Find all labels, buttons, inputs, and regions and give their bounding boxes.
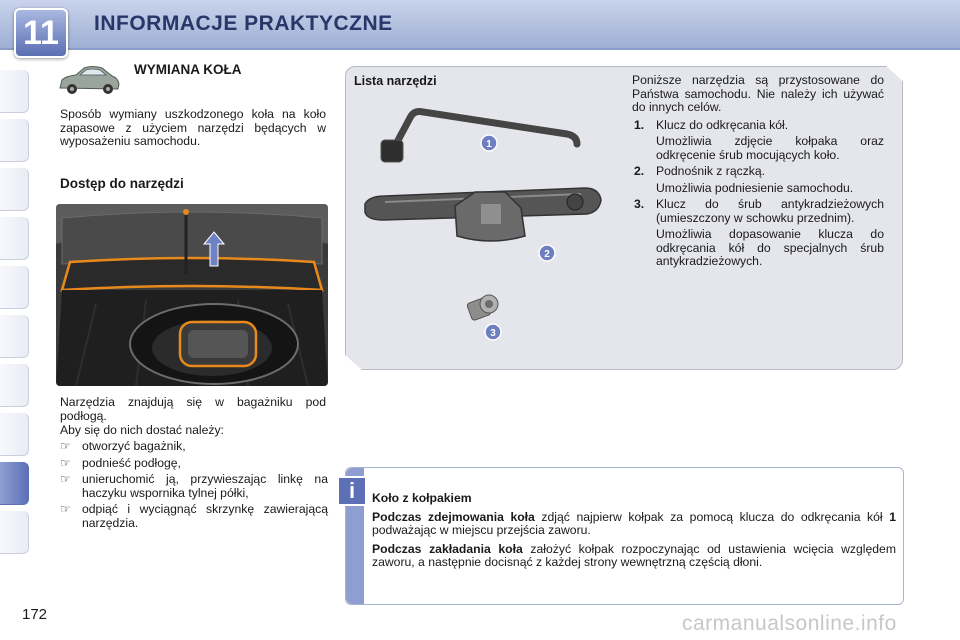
- pointing-hand-icon: ☞: [60, 455, 71, 470]
- info-box: [345, 467, 904, 605]
- section-title: WYMIANA KOŁA: [134, 62, 242, 77]
- car-icon: [56, 64, 122, 96]
- pointing-hand-icon: ☞: [60, 439, 71, 453]
- tool-number: 1.: [634, 117, 645, 132]
- list-item: ☞ unieruchomić ją, przywieszając linkę na haczyku wspornika tylnej półki,: [60, 472, 328, 500]
- page-number: 172: [22, 606, 48, 623]
- jack-icon: [365, 188, 601, 241]
- tools-description: [632, 74, 884, 272]
- side-tab[interactable]: [0, 119, 29, 162]
- tools-title: Lista narzędzi: [354, 74, 437, 88]
- trunk-illustration: [56, 204, 328, 386]
- list-item: ☞ podnieść podłogę,: [60, 455, 181, 470]
- steps-intro: Aby się do nich dostać należy:: [60, 423, 224, 437]
- list-item: ☞ otworzyć bagażnik,: [60, 439, 186, 453]
- section-intro: Sposób wymiany uszkodzonego koła na koło zapasowe z użyciem narzędzi będących w wyposażeniu samochodu.: [60, 107, 326, 148]
- info-icon: i: [337, 476, 367, 506]
- side-tab[interactable]: [0, 413, 29, 456]
- tool-name: Podnośnik z rączką.: [656, 164, 766, 178]
- pointing-hand-icon: ☞: [60, 502, 71, 516]
- wheel-brace-icon: [381, 112, 577, 163]
- tool-item: [632, 198, 884, 269]
- pointing-hand-icon: ☞: [60, 472, 71, 486]
- access-title: Dostęp do narzędzi: [60, 176, 184, 191]
- tool-note: Umożliwia zdjęcie kołpaka oraz odkręcenie śrub mocujących koło.: [656, 134, 884, 162]
- info-removal-label: Podczas zdejmowania koła: [372, 509, 535, 524]
- info-removal-paragraph: Podczas zdejmowania koła zdjąć najpierw kołpak za pomocą klucza do odkręcania kół 1 podważając w miejscu przejścia zaworu.: [372, 509, 896, 537]
- tools-intro: Poniższe narzędzia są przystosowane do Państwa samochodu. Nie należy ich używać do innych celów.: [632, 73, 884, 114]
- side-tab[interactable]: [0, 266, 29, 309]
- side-tab[interactable]: [0, 217, 29, 260]
- info-title: Koło z kołpakiem: [372, 491, 472, 505]
- watermark: carmanualsonline.info: [682, 612, 897, 635]
- tool-note: Umożliwia podniesienie samochodu.: [656, 180, 854, 195]
- callout-badge-label: 3: [490, 328, 496, 339]
- side-tab[interactable]: [0, 364, 29, 407]
- side-tab[interactable]: [0, 70, 29, 113]
- side-tab-active[interactable]: [0, 462, 29, 505]
- info-text: [372, 492, 896, 575]
- tool-number: 2.: [634, 164, 645, 178]
- anti-theft-key-icon: [467, 295, 498, 321]
- list-item: ☞ odpiąć i wyciągnąć skrzynkę zawierającą narzędzia.: [60, 502, 328, 530]
- info-removal-ref: 1: [889, 509, 896, 524]
- chapter-side-tabs: [0, 70, 32, 570]
- tool-item: [632, 165, 884, 195]
- tools-location-text: Narzędzia znajdują się w bagażniku pod podłogą.: [60, 395, 326, 423]
- tool-number: 3.: [634, 197, 645, 211]
- callout-badge-label: 2: [544, 249, 550, 260]
- callout-badge-label: 1: [486, 139, 492, 150]
- side-tab[interactable]: [0, 315, 29, 358]
- tools-illustration: [355, 96, 615, 346]
- chapter-title: INFORMACJE PRAKTYCZNE: [94, 12, 393, 35]
- side-tab[interactable]: [0, 168, 29, 211]
- tool-note: Umożliwia dopasowanie klucza do odkręcania kół do specjalnych śrub antykradzieżowych.: [656, 227, 884, 268]
- tool-name: Klucz do śrub antykradzieżowych (umieszczony w schowku przednim).: [656, 197, 884, 225]
- chapter-number-badge: 11: [14, 8, 68, 58]
- side-tab[interactable]: [0, 511, 29, 554]
- info-mounting-paragraph: Podczas zakładania koła założyć kołpak rozpoczynając od ustawienia wcięcia względem zaworu, a następnie docisnąć z każdej strony wewnętrzną częścią dłoni.: [372, 541, 896, 569]
- tool-name: Klucz do odkręcania kół.: [656, 117, 789, 132]
- access-steps-list: [60, 440, 328, 533]
- tool-item: [632, 119, 884, 163]
- info-mounting-label: Podczas zakładania koła: [372, 541, 523, 556]
